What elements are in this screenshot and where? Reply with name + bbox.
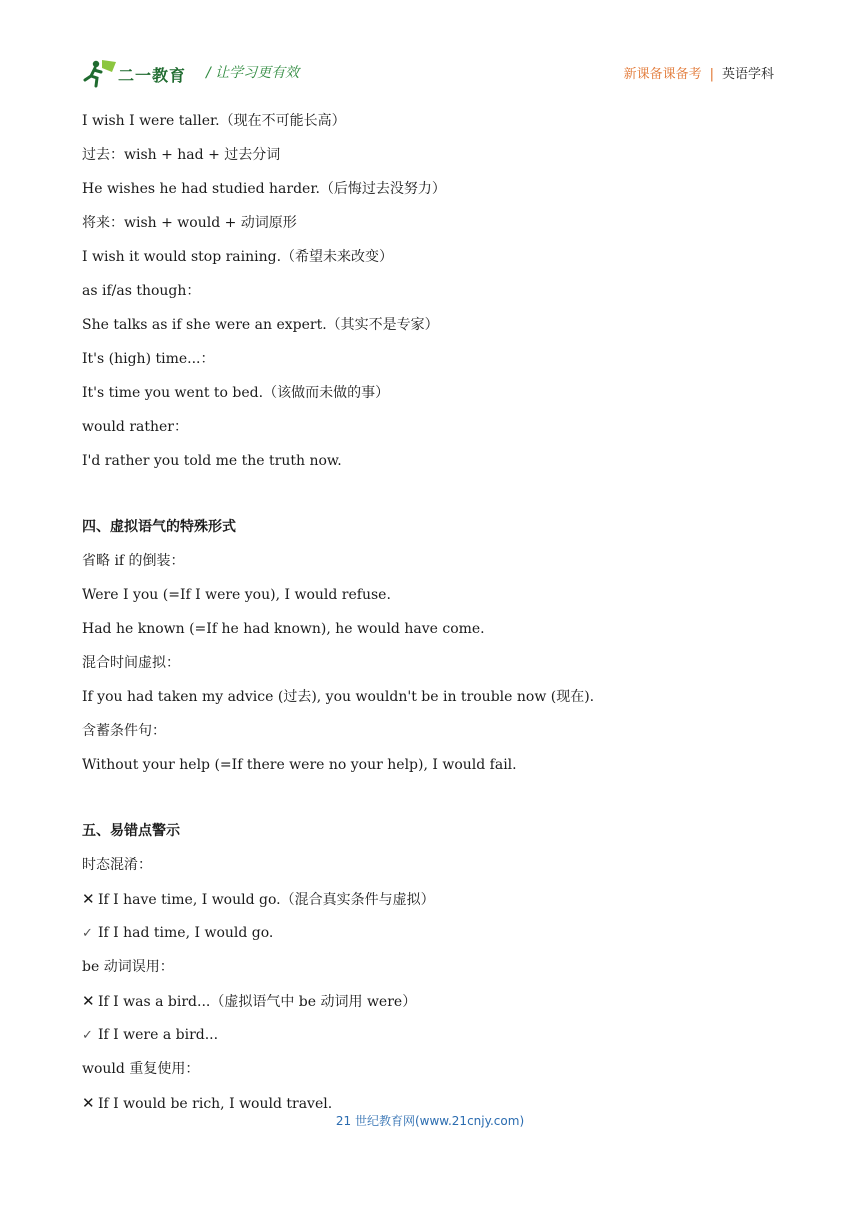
slogan: / 让学习更有效 [206,65,300,81]
text-line: I wish it would stop raining.（希望未来改变） [82,249,394,265]
text-line: I'd rather you told me the truth now. [82,453,342,469]
text-line: She talks as if she were an expert.（其实不是专家） [82,317,439,333]
example-text: If I was a bird...（虚拟语气中 be 动词用 were） [98,994,417,1010]
text-line: 含蓄条件句： [82,723,166,739]
logo-text: 二一教育 [118,66,187,85]
text-line: 过去：wish + had + 过去分词 [82,147,281,163]
text-line: would rather： [82,419,188,435]
spacer [82,484,782,516]
section-heading: 四、虚拟语气的特殊形式 [82,519,236,535]
text-line: would 重复使用： [82,1061,200,1077]
example-text: If I would be rich, I would travel. [98,1096,333,1112]
text-line: 省略 if 的倒装： [82,553,185,569]
text-line: be 动词误用： [82,959,174,975]
text-line: If you had taken my advice (过去), you wouldn't be in trouble now (现在). [82,689,595,705]
section-heading: 五、易错点警示 [82,823,180,839]
text-line: Without your help (=If there were no your help), I would fail. [82,757,517,773]
text-line: Had he known (=If he had known), he would have come. [82,621,485,637]
footer-source: 21 世纪教育网(www.21cnjy.com) [335,1114,525,1128]
example-text: If I were a bird... [98,1027,219,1043]
header-separator: | [709,67,714,82]
logo [82,58,194,88]
cross-icon: ✕ [82,890,95,908]
document-body [82,110,782,1126]
check-icon: ✓ [82,1028,93,1043]
text-line: 混合时间虚拟： [82,655,180,671]
spacer [82,788,782,820]
example-text: If I had time, I would go. [98,925,274,941]
text-line: He wishes he had studied harder.（后悔过去没努力） [82,181,446,197]
text-line: 时态混淆： [82,857,152,873]
wrong-example-line [82,990,782,1024]
cross-icon: ✕ [82,1094,95,1112]
example-text: If I have time, I would go.（混合真实条件与虚拟） [98,892,435,908]
text-line: It's time you went to bed.（该做而未做的事） [82,385,390,401]
wrong-example-line [82,888,782,922]
text-line: I wish I were taller.（现在不可能长高） [82,113,346,129]
text-line: 将来：wish + would + 动词原形 [82,215,297,231]
cross-icon: ✕ [82,992,95,1010]
text-line: Were I you (=If I were you), I would refuse. [82,587,391,603]
right-example-line [82,922,782,956]
header-right [624,63,774,82]
header-course-label: 新课备课备考 [623,67,702,82]
runner-logo-icon [82,58,118,88]
text-line: It's (high) time...： [82,351,215,367]
text-line: as if/as though： [82,283,201,299]
right-example-line [82,1024,782,1058]
header-subject-label: 英语学科 [721,67,774,82]
check-icon: ✓ [82,926,93,941]
page-header [82,56,774,90]
